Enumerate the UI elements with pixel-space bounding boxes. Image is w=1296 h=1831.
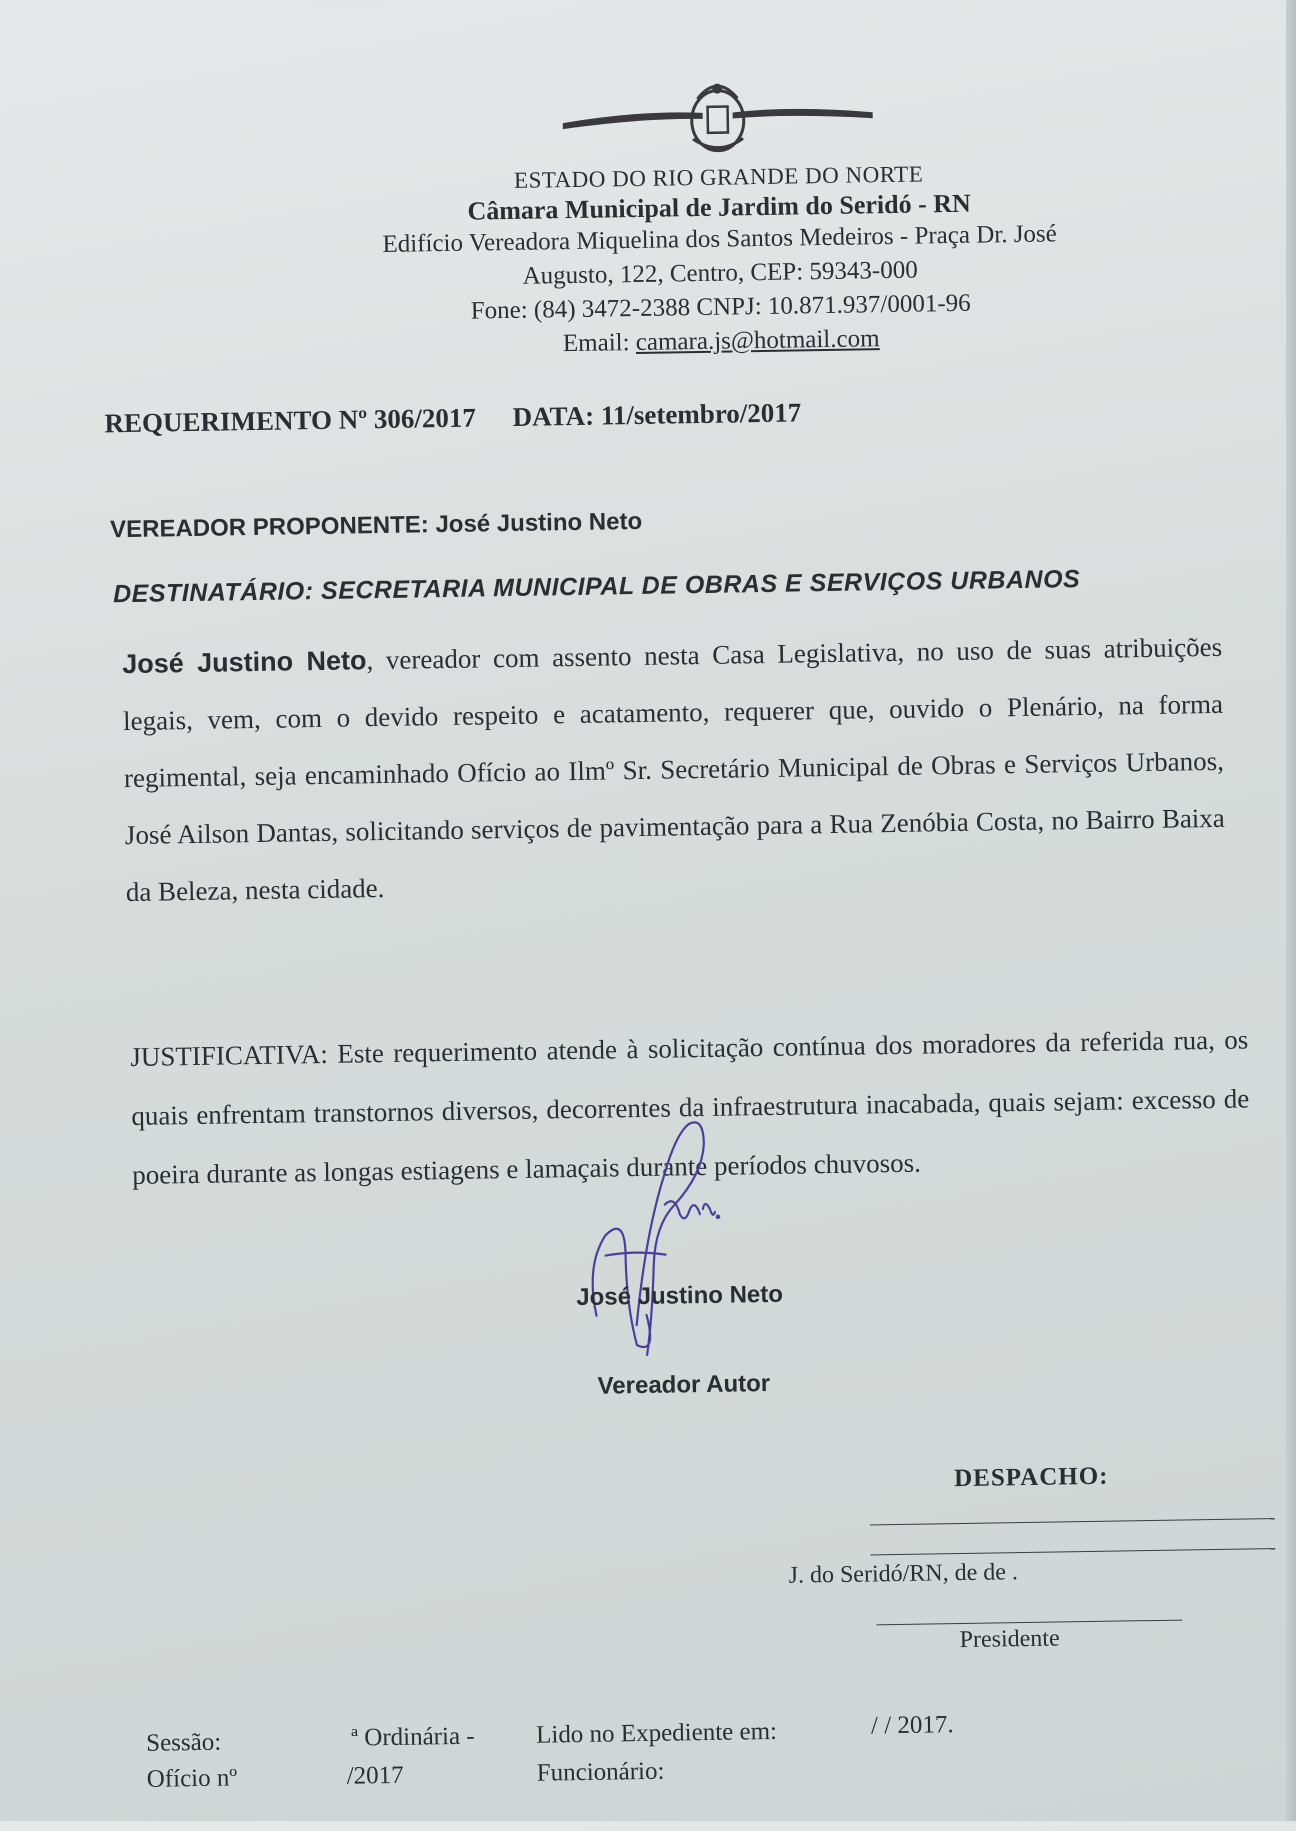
footer-oficio-label: Ofício nº [146, 1764, 238, 1793]
email-label: Email: [562, 328, 637, 358]
email-link[interactable]: camara.js@hotmail.com [635, 325, 880, 356]
justificativa: JUSTIFICATIVA: Este requerimento atende à solicitação contínua dos moradores da referida rua, os quais enfrentam transtornos diversos, decorrentes da infraestrutura inacabada, quais sejam: excesso de poeira durante as longas estiagens e lamaçais durante períodos chuvosos. [130, 1024, 1250, 1191]
footer-sessao-label: Sessão: [145, 1728, 222, 1757]
footer-oficio-year: /2017 [346, 1761, 404, 1790]
despacho-place-date: J. do Seridó/RN, de de . [788, 1559, 1019, 1589]
letterhead [287, 62, 1151, 365]
coat-of-arms-icon [552, 66, 883, 161]
presidente-label: Presidente [959, 1625, 1060, 1654]
destinatario: DESTINATÁRIO: SECRETARIA MUNICIPAL DE OBRAS E SERVIÇOS URBANOS [112, 565, 1081, 609]
body-author: José Justino Neto [121, 645, 367, 680]
page-edge-shadow [1286, 0, 1296, 1821]
presidente-signature-line [876, 1620, 1182, 1626]
camara-name: Câmara Municipal de Jardim do Seridó - RN [467, 188, 972, 226]
address-line-1: Edifício Vereadora Miquelina dos Santos Medeiros - Praça Dr. José [382, 220, 1057, 258]
despacho-line-1 [870, 1518, 1275, 1525]
footer-lido-date: / / 2017. [870, 1711, 954, 1740]
body-text: , vereador com assento nesta Casa Legislativa, no uso de suas atribuições legais, vem, com o devido respeito e acatamento, requerer que, ouvido o Plenário, na forma regimental, seja encaminhado Ofício ao Ilmº Sr. Secretário Municipal de Obras e Serviços Urbanos, José Ailson Dantas, solicitando serviços de pavimentação para a Rua Zenóbia Costa, no Bairro Baixa da Beleza, nesta cidade. [122, 631, 1226, 908]
address-line-2: Augusto, 122, Centro, CEP: 59343-000 [522, 256, 918, 290]
vereador-label: VEREADOR PROPONENTE: [109, 511, 429, 544]
footer-lido: Lido no Expediente em: [535, 1717, 778, 1749]
footer-funcionario: Funcionário: [536, 1757, 665, 1787]
handwritten-signature-icon [563, 1113, 767, 1366]
request-body [122, 619, 1226, 921]
vereador-proponente [110, 508, 642, 544]
despacho-title: DESPACHO: [953, 1462, 1109, 1493]
requerimento-number: REQUERIMENTO Nº 306/2017 [104, 402, 477, 439]
signer-name: José Justino Neto [576, 1280, 784, 1312]
requerimento-date: DATA: 11/setembro/2017 [512, 397, 802, 432]
state-name: ESTADO DO RIO GRANDE DO NORTE [513, 161, 924, 193]
phone-cnpj: Fone: (84) 3472-2388 CNPJ: 10.871.937/0001-96 [470, 289, 971, 325]
signer-role: Vereador Autor [597, 1370, 771, 1400]
requerimento-heading [104, 397, 801, 439]
despacho-line-2 [870, 1548, 1275, 1555]
footer-ordinaria: ª Ordinária - [350, 1722, 475, 1752]
vereador-name: José Justino Neto [435, 507, 643, 539]
